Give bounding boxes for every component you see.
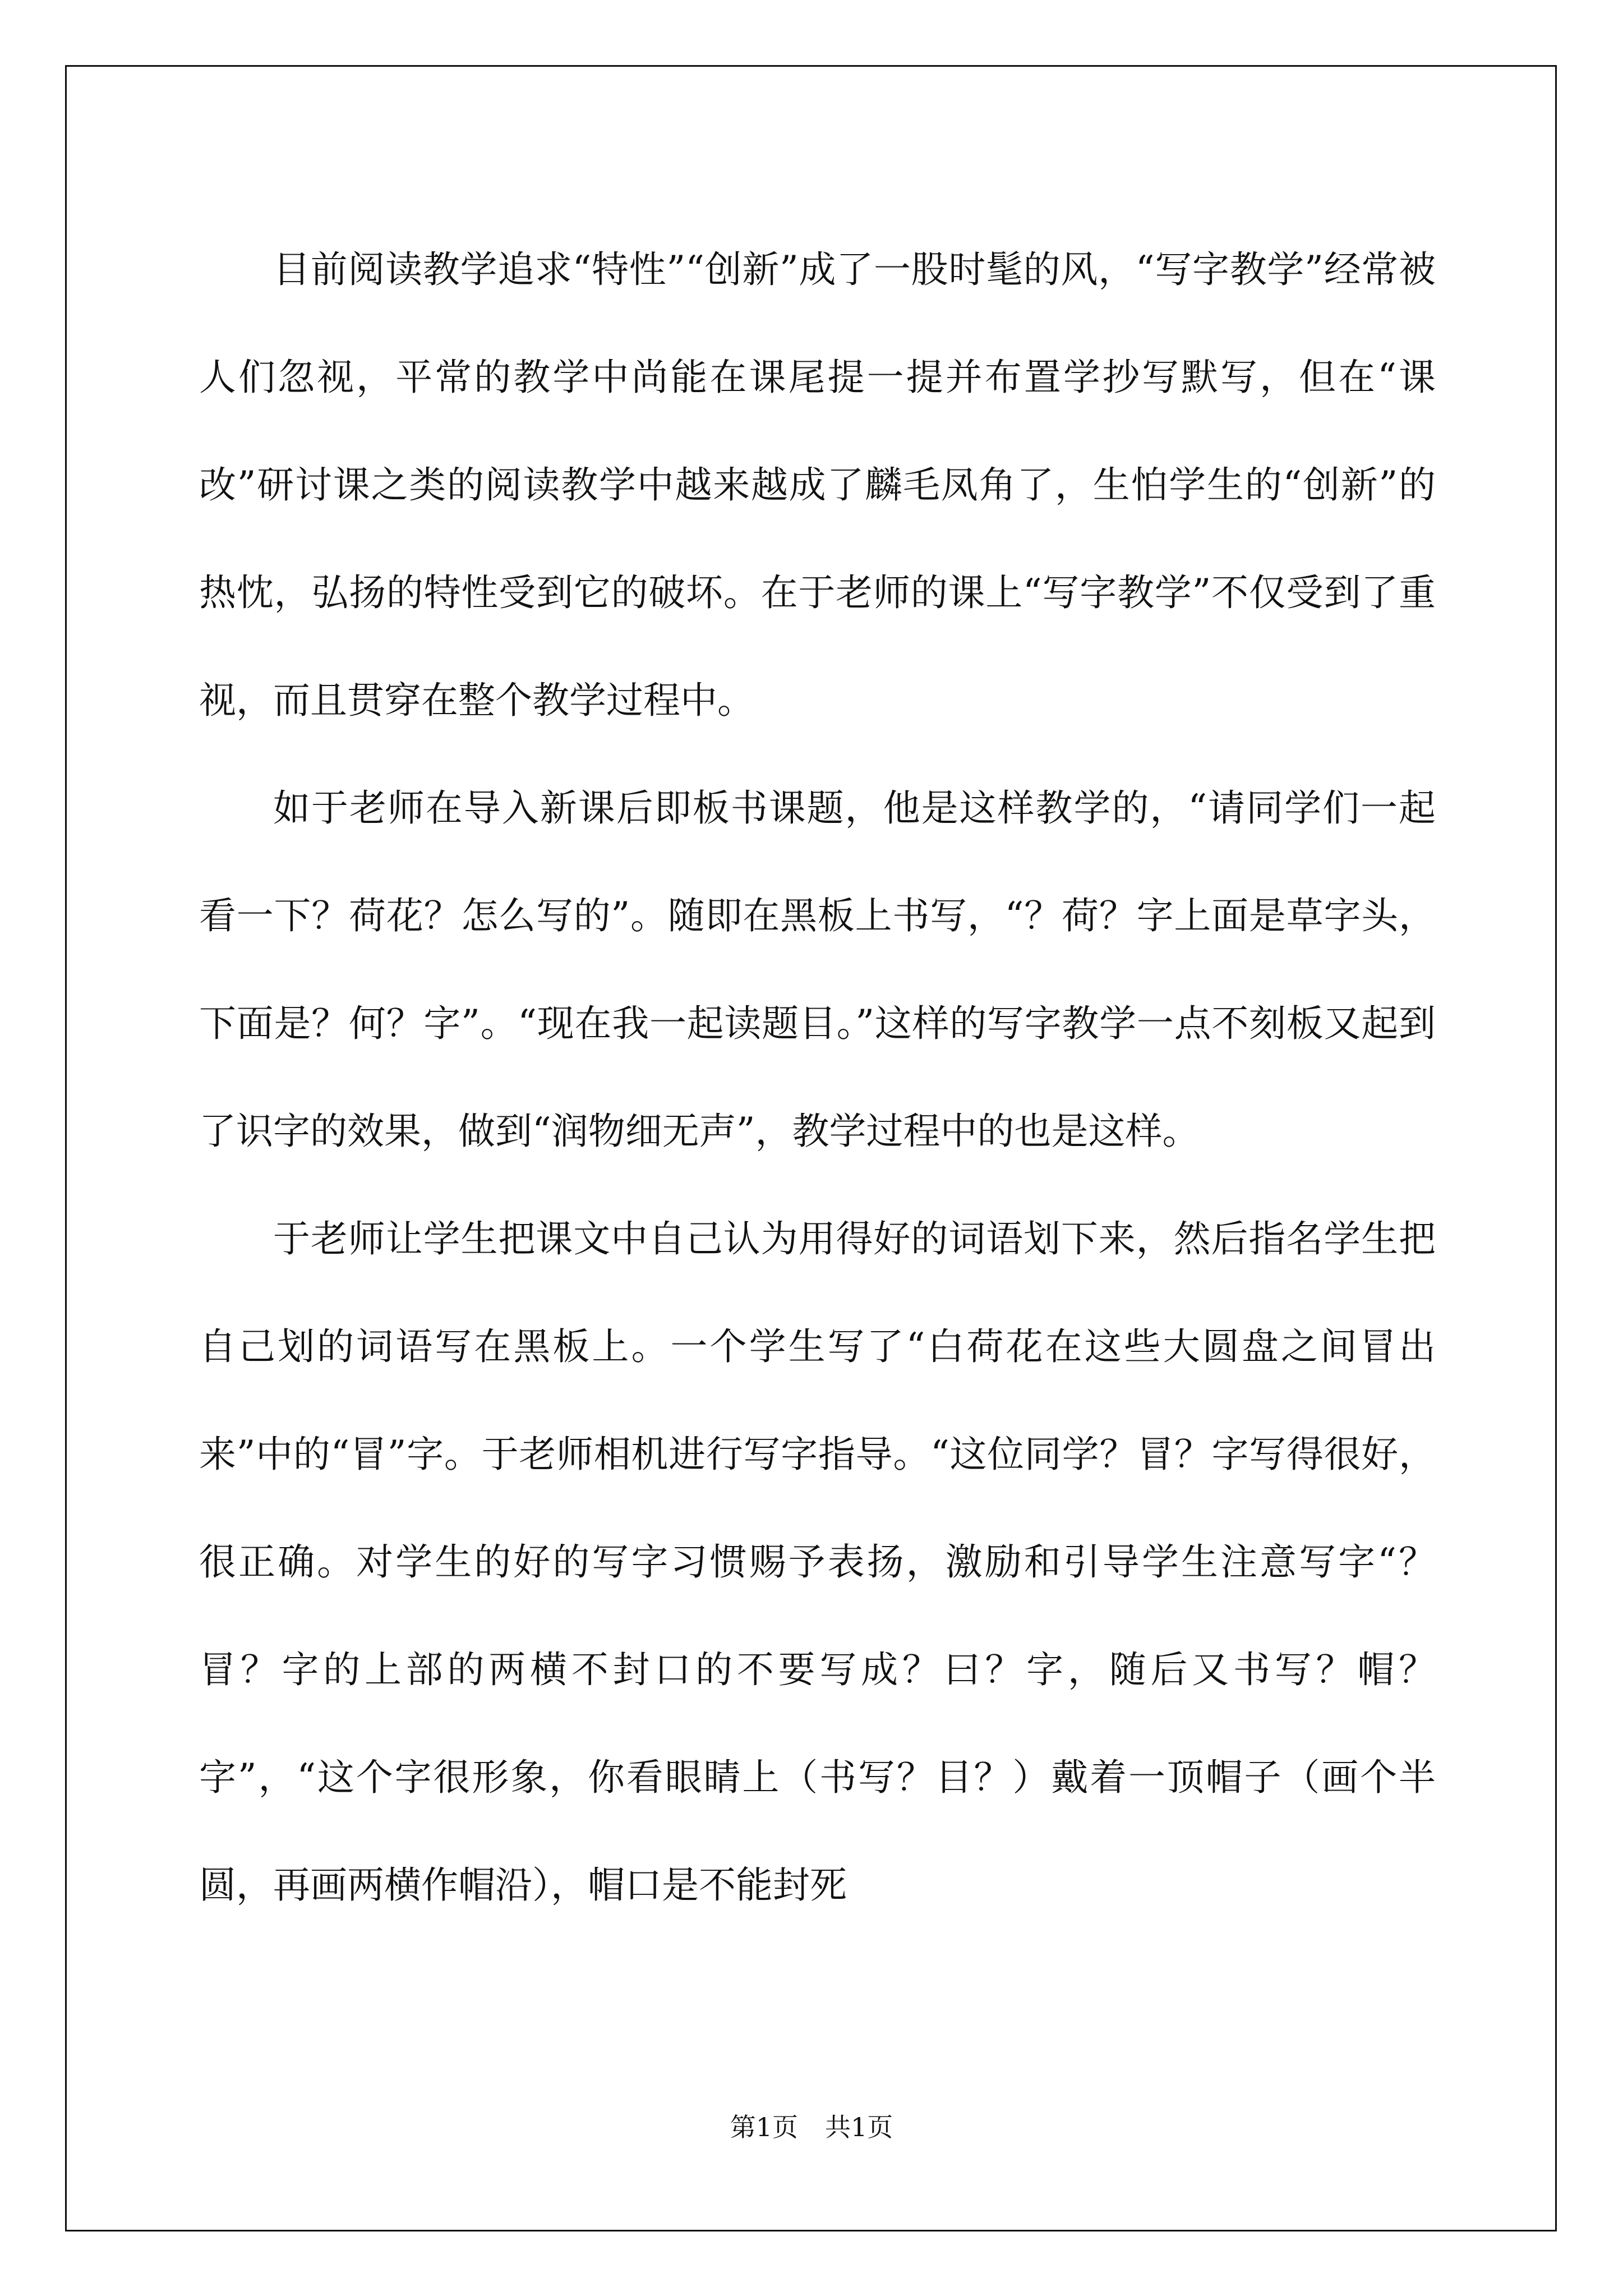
page-number: 第1页 <box>730 2112 798 2142</box>
paragraph-3: 于老师让学生把课文中自己认为用得好的词语划下来，然后指名学生把自己划的词语写在黑板上。一个学生写了“白荷花在这些大圆盘之间冒出来”中的“冒”字。于老师相机进行写字指导。“这位同学？冒？字写得很好，很正确。对学生的好的写字习惯赐予表扬，激励和引导学生注意写字“？冒？字的上部的两横不封口的不要写成？曰？字，随后又书写？帽？字”，“这个字很形象，你看眼睛上（书写？目？）戴着一顶帽子（画个半圆，再画两横作帽沿），帽口是不能封死 <box>199 1217 1436 1907</box>
document-body <box>199 216 1436 1939</box>
page-total: 共1页 <box>825 2112 893 2142</box>
paragraph-2: 如于老师在导入新课后即板书课题，他是这样教学的，“请同学们一起看一下？荷花？怎么写的”。随即在黑板上书写，“？荷？字上面是草字头，下面是？何？字”。“现在我一起读题目。”这样的写字教学一点不刻板又起到了识字的效果，做到“润物细无声”，教学过程中的也是这样。 <box>199 786 1436 1153</box>
page-footer <box>0 2110 1623 2144</box>
paragraph-1: 目前阅读教学追求“特性”“创新”成了一股时髦的风，“写字教学”经常被人们忽视，平常的教学中尚能在课尾提一提并布置学抄写默写，但在“课改”研讨课之类的阅读教学中越来越成了麟毛凤角了，生怕学生的“创新”的热忱，弘扬的特性受到它的破坏。在于老师的课上“写字教学”不仅受到了重视，而且贯穿在整个教学过程中。 <box>199 248 1436 722</box>
